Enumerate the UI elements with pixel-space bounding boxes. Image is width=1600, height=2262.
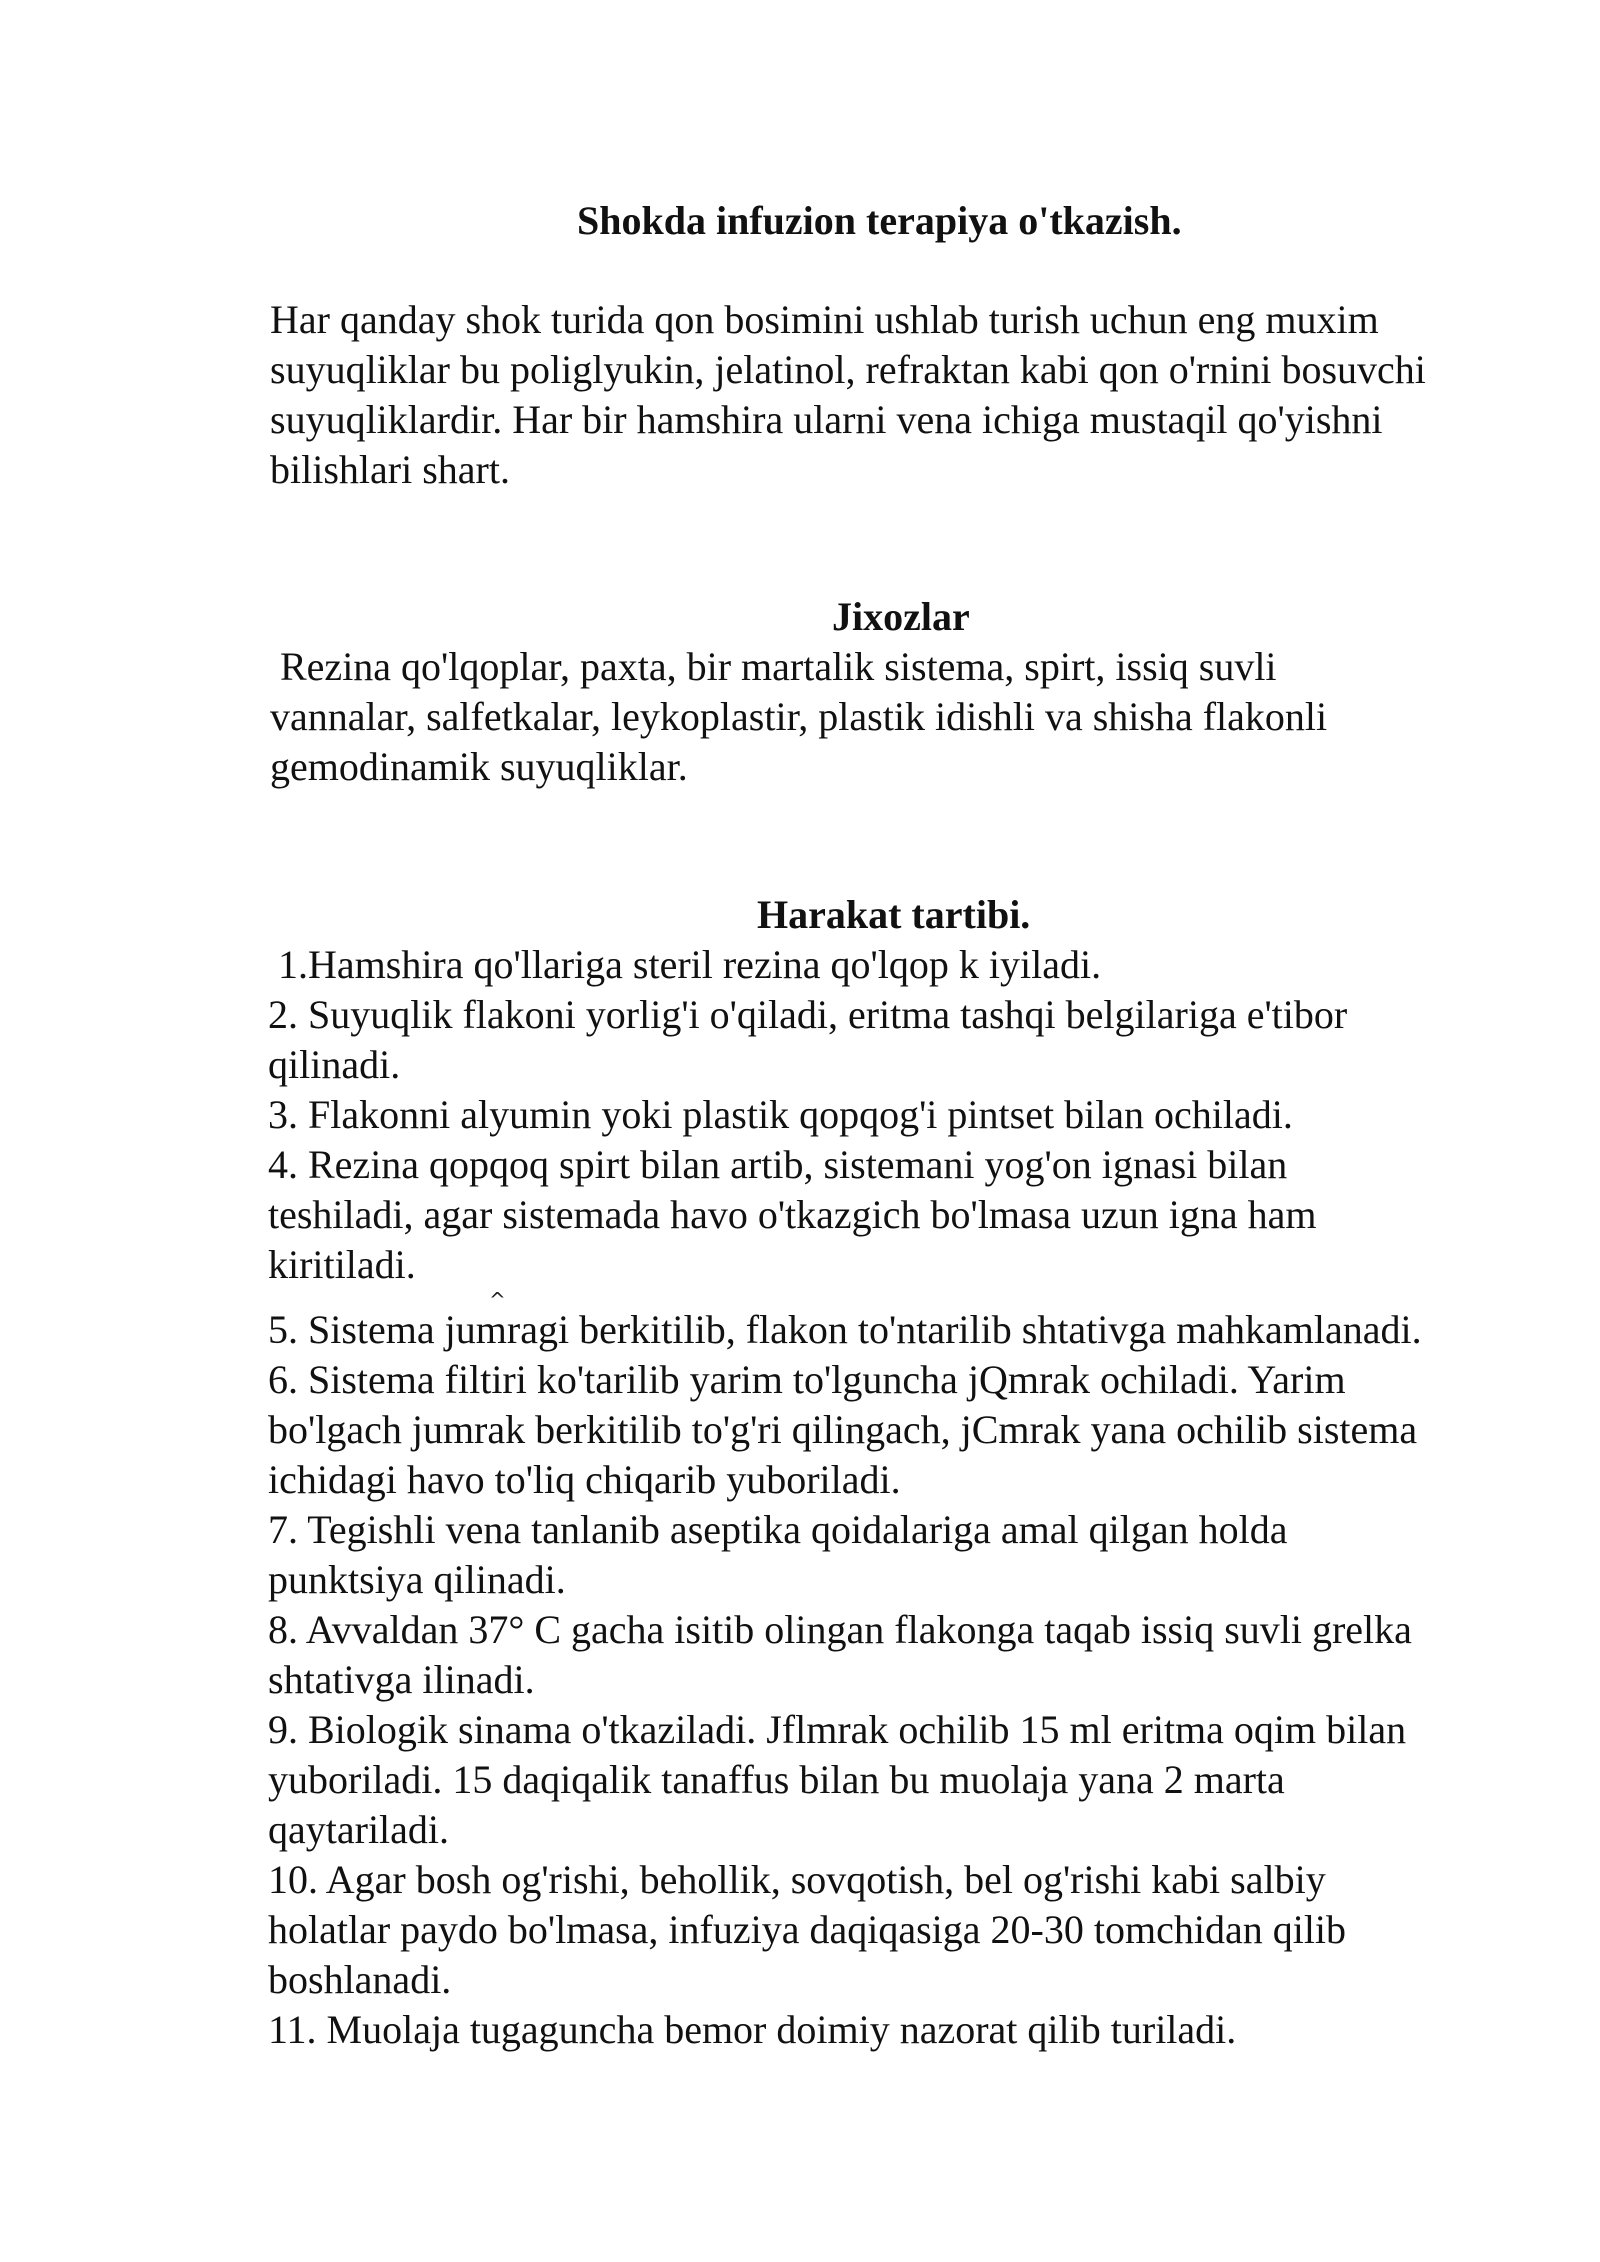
step-line: yuboriladi. 15 daqiqalik tanaffus bilan bu muolaja yana 2 marta (268, 1757, 1285, 1802)
step-line: punktsiya qilinadi. (268, 1557, 566, 1602)
equipment-line: Rezina qo'lqoplar, paxta, bir martalik sistema, spirt, issiq suvli (270, 644, 1277, 689)
step-line: boshlanadi. (268, 1957, 452, 2002)
step-line: holatlar paydo bo'lmasa, infuziya daqiqasiga 20-30 tomchidan qilib (268, 1907, 1347, 1952)
step-line: 8. Avvaldan 37° C gacha isitib olingan flakonga taqab issiq suvli grelka (268, 1607, 1412, 1652)
step-line: ichidagi havo to'liq chiqarib yuboriladi. (268, 1457, 901, 1502)
step-line: 11. Muolaja tugaguncha bemor doimiy nazorat qilib turiladi. (268, 2007, 1237, 2052)
line-gap (268, 1290, 1422, 1305)
page-title: Shokda infuzion terapiya o'tkazish. (577, 198, 1182, 243)
step-line: 6. Sistema filtiri ko'tarilib yarim to'lguncha jQmrak ochiladi. Yarim (268, 1357, 1346, 1402)
equipment-line: gemodinamik suyuqliklar. (270, 744, 688, 789)
equipment-heading: Jixozlar (832, 594, 970, 639)
intro-line: bilishlari shart. (270, 447, 510, 492)
step-line: qaytariladi. (268, 1807, 450, 1852)
step-line: 4. Rezina qopqoq spirt bilan artib, sistemani yog'on ignasi bilan (268, 1142, 1288, 1187)
intro-paragraph (270, 295, 1426, 495)
step-line: kiritiladi. (268, 1242, 416, 1287)
step-line: shtativga ilinadi. (268, 1657, 535, 1702)
step-line: 3. Flakonni alyumin yoki plastik qopqog'i pintset bilan ochiladi. (268, 1092, 1293, 1137)
intro-line: suyuqliklardir. Har bir hamshira ularni vena ichiga mustaqil qo'yishni (270, 397, 1383, 442)
step-line: 2. Suyuqlik flakoni yorlig'i o'qiladi, eritma tashqi belgilariga e'tibor (268, 992, 1348, 1037)
procedure-heading: Harakat tartibi. (757, 892, 1031, 937)
step-line: teshiladi, agar sistemada havo o'tkazgich bo'lmasa uzun igna ham (268, 1192, 1317, 1237)
caret-mark: ^ (489, 1288, 506, 1312)
equipment-paragraph (270, 642, 1327, 792)
step-line: bo'lgach jumrak berkitilib to'g'ri qilingach, jCmrak yana ochilib sistema (268, 1407, 1418, 1452)
step-line: 1.Hamshira qo'llariga steril rezina qo'lqop k iyiladi. (268, 942, 1102, 987)
intro-line: Har qanday shok turida qon bosimini ushlab turish uchun eng muxim (270, 297, 1379, 342)
equipment-line: vannalar, salfetkalar, leykoplastir, plastik idishli va shisha flakonli (270, 694, 1328, 739)
step-line: 7. Tegishli vena tanlanib aseptika qoidalariga amal qilgan holda (268, 1507, 1288, 1552)
procedure-steps (268, 940, 1422, 2055)
step-line: 5. Sistema jumragi berkitilib, flakon to'ntarilib shtativga mahkamlanadi. (268, 1307, 1422, 1352)
step-line: qilinadi. (268, 1042, 401, 1087)
step-line: 9. Biologik sinama o'tkaziladi. Jflmrak ochilib 15 ml eritma oqim bilan (268, 1707, 1407, 1752)
intro-line: suyuqliklar bu poliglyukin, jelatinol, refraktan kabi qon o'rnini bosuvchi (270, 347, 1426, 392)
step-line: 10. Agar bosh og'rishi, behollik, sovqotish, bel og'rishi kabi salbiy (268, 1857, 1326, 1902)
